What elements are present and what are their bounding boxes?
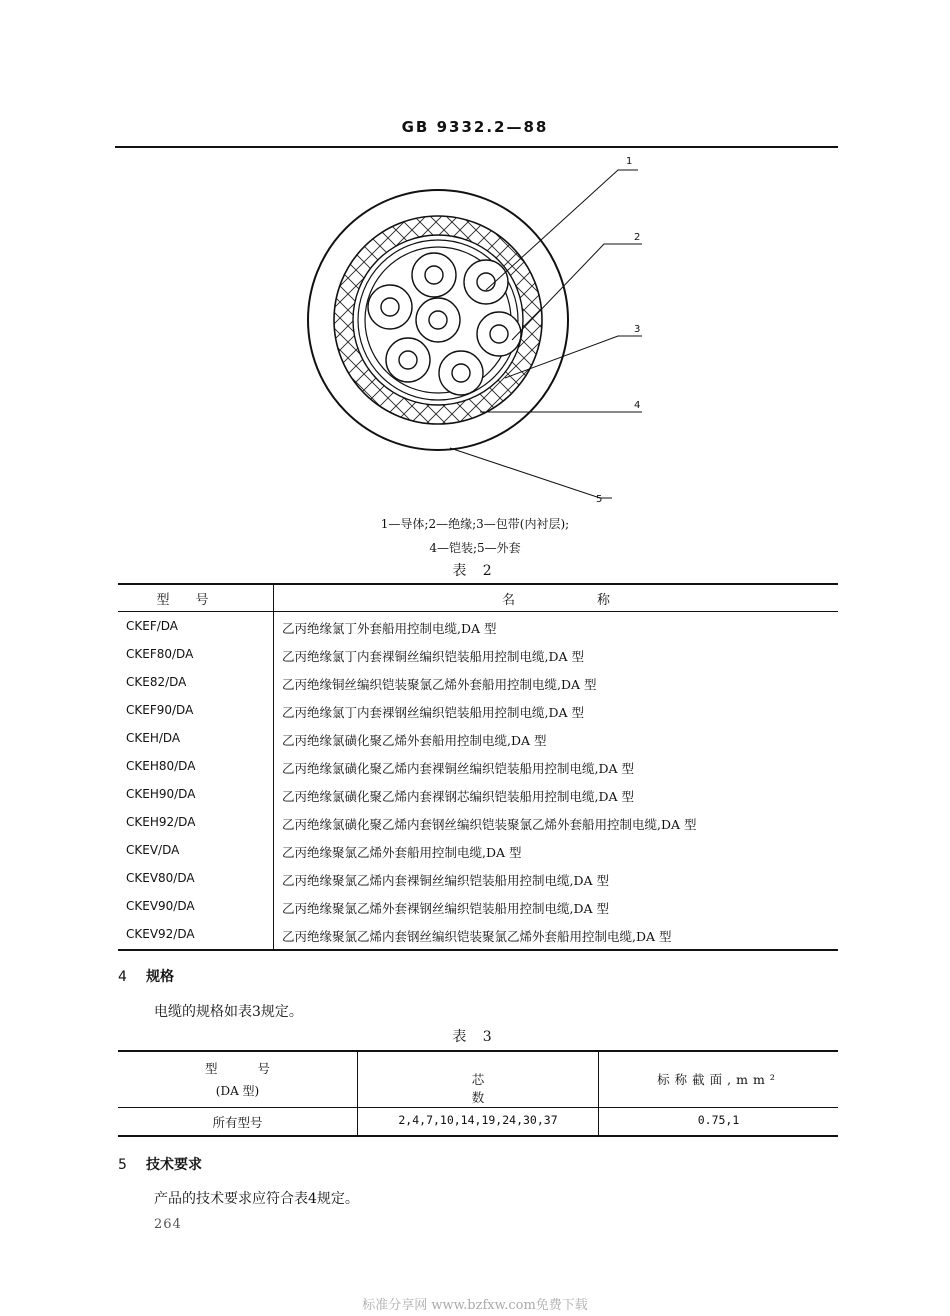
figure-caption-line1: 1—导体;2—绝缘;3—包带(内衬层); [380, 517, 570, 531]
table2-cell-model: CKEH80/DA [126, 759, 196, 773]
table2-row [118, 725, 838, 753]
figure-caption-line2: 4—铠装;5—外套 [429, 541, 521, 555]
callout-2: 2 [634, 232, 641, 243]
section5-heading [118, 1154, 202, 1174]
callout-5: 5 [596, 494, 603, 505]
table2-cell-name: 乙丙绝缘聚氯乙烯内套裸铜丝编织铠装船用控制电缆,DA 型 [282, 873, 609, 888]
table2-title: 表 2 [452, 563, 498, 579]
table2-row [118, 697, 838, 725]
section4-text: 电缆的规格如表3规定。 [154, 1004, 303, 1020]
cable-cross-section-figure [300, 150, 660, 520]
table2-cell-model: CKE82/DA [126, 675, 187, 689]
table2-cell-model: CKEV92/DA [126, 927, 195, 941]
table2-cell-name: 乙丙绝缘铜丝编织铠装聚氯乙烯外套船用控制电缆,DA 型 [282, 677, 597, 692]
table2-cell-model: CKEH92/DA [126, 815, 196, 829]
section5-text: 产品的技术要求应符合表4规定。 [154, 1191, 359, 1207]
table2-row [118, 921, 838, 949]
table2-row [118, 865, 838, 893]
section4-heading [118, 966, 174, 986]
table2-row [118, 613, 838, 641]
table3-header-cores: 芯数 [471, 1072, 575, 1105]
table2-row [118, 781, 838, 809]
table2-cell-name: 乙丙绝缘氯丁内套裸铜丝编织铠装船用控制电缆,DA 型 [282, 649, 584, 664]
table2-row [118, 809, 838, 837]
callout-1: 1 [626, 156, 633, 167]
header-rule [115, 146, 838, 148]
table2-cell-model: CKEH90/DA [126, 787, 196, 801]
table2-cell-model: CKEV90/DA [126, 899, 195, 913]
table2-cell-name: 乙丙绝缘氯磺化聚乙烯内套裸铜丝编织铠装船用控制电缆,DA 型 [282, 761, 634, 776]
table2-header-model: 型号 [156, 593, 235, 608]
table2-cell-model: CKEV/DA [126, 843, 180, 857]
table3-row-cores: 2,4,7,10,14,19,24,30,37 [398, 1113, 558, 1127]
table3-header-rule [118, 1107, 838, 1108]
table2-cell-name: 乙丙绝缘聚氯乙烯内套钢丝编织铠装聚氯乙烯外套船用控制电缆,DA 型 [282, 929, 672, 944]
table2-header-name-part1: 名 [501, 593, 515, 608]
table3-header-model-line1: 型号 [204, 1061, 310, 1076]
table2-cell-name: 乙丙绝缘氯磺化聚乙烯外套船用控制电缆,DA 型 [282, 733, 547, 748]
section5-title: 技术要求 [146, 1157, 202, 1173]
table2-row [118, 641, 838, 669]
section4-title: 规格 [146, 969, 174, 985]
document-header: GB 9332.2—88 [401, 118, 549, 136]
table2-cell-name: 乙丙绝缘氯丁内套裸钢丝编织铠装船用控制电缆,DA 型 [282, 705, 584, 720]
table2-row [118, 753, 838, 781]
table2-row [118, 837, 838, 865]
table2-cell-model: CKEV80/DA [126, 871, 195, 885]
callout-3: 3 [634, 324, 641, 335]
page-number: 264 [154, 1217, 182, 1232]
watermark-text: 标准分享网 www.bzfxw.com免费下载 [362, 1298, 588, 1313]
table2-cell-name: 乙丙绝缘聚氯乙烯外套船用控制电缆,DA 型 [282, 845, 522, 860]
section5-number: 5 [118, 1157, 127, 1173]
table2-top-rule [118, 583, 838, 585]
table2-cell-name: 乙丙绝缘氯丁外套船用控制电缆,DA 型 [282, 621, 497, 636]
table2-header-name [274, 589, 838, 608]
table3 [118, 1050, 838, 1137]
table2-row [118, 893, 838, 921]
table2-cell-name: 乙丙绝缘氯磺化聚乙烯内套钢丝编织铠装聚氯乙烯外套船用控制电缆,DA 型 [282, 817, 697, 832]
section4-number: 4 [118, 969, 127, 985]
table3-top-rule [118, 1050, 838, 1052]
table2-cell-model: CKEF/DA [126, 619, 179, 633]
table2-row [118, 669, 838, 697]
table3-row-section: 0.75,1 [697, 1113, 740, 1127]
table2-bottom-rule [118, 949, 838, 951]
table2-cell-model: CKEH/DA [126, 731, 181, 745]
table2-header-rule [118, 611, 838, 612]
table2-cell-model: CKEF90/DA [126, 703, 194, 717]
table2-cell-name: 乙丙绝缘聚氯乙烯外套裸钢丝编织铠装船用控制电缆,DA 型 [282, 901, 609, 916]
table3-header-model-line2: (DA 型) [215, 1084, 260, 1098]
table3-bottom-rule [118, 1135, 838, 1137]
table3-title: 表 3 [452, 1029, 498, 1045]
table3-header-section: 标称截面,mm² [657, 1072, 780, 1087]
table2-cell-model: CKEF80/DA [126, 647, 194, 661]
table2-header-name-part2: 称 [597, 593, 611, 608]
table2-cell-name: 乙丙绝缘氯磺化聚乙烯内套裸钢芯编织铠装船用控制电缆,DA 型 [282, 789, 634, 804]
table3-row-model: 所有型号 [212, 1115, 263, 1130]
callout-4: 4 [634, 400, 641, 411]
